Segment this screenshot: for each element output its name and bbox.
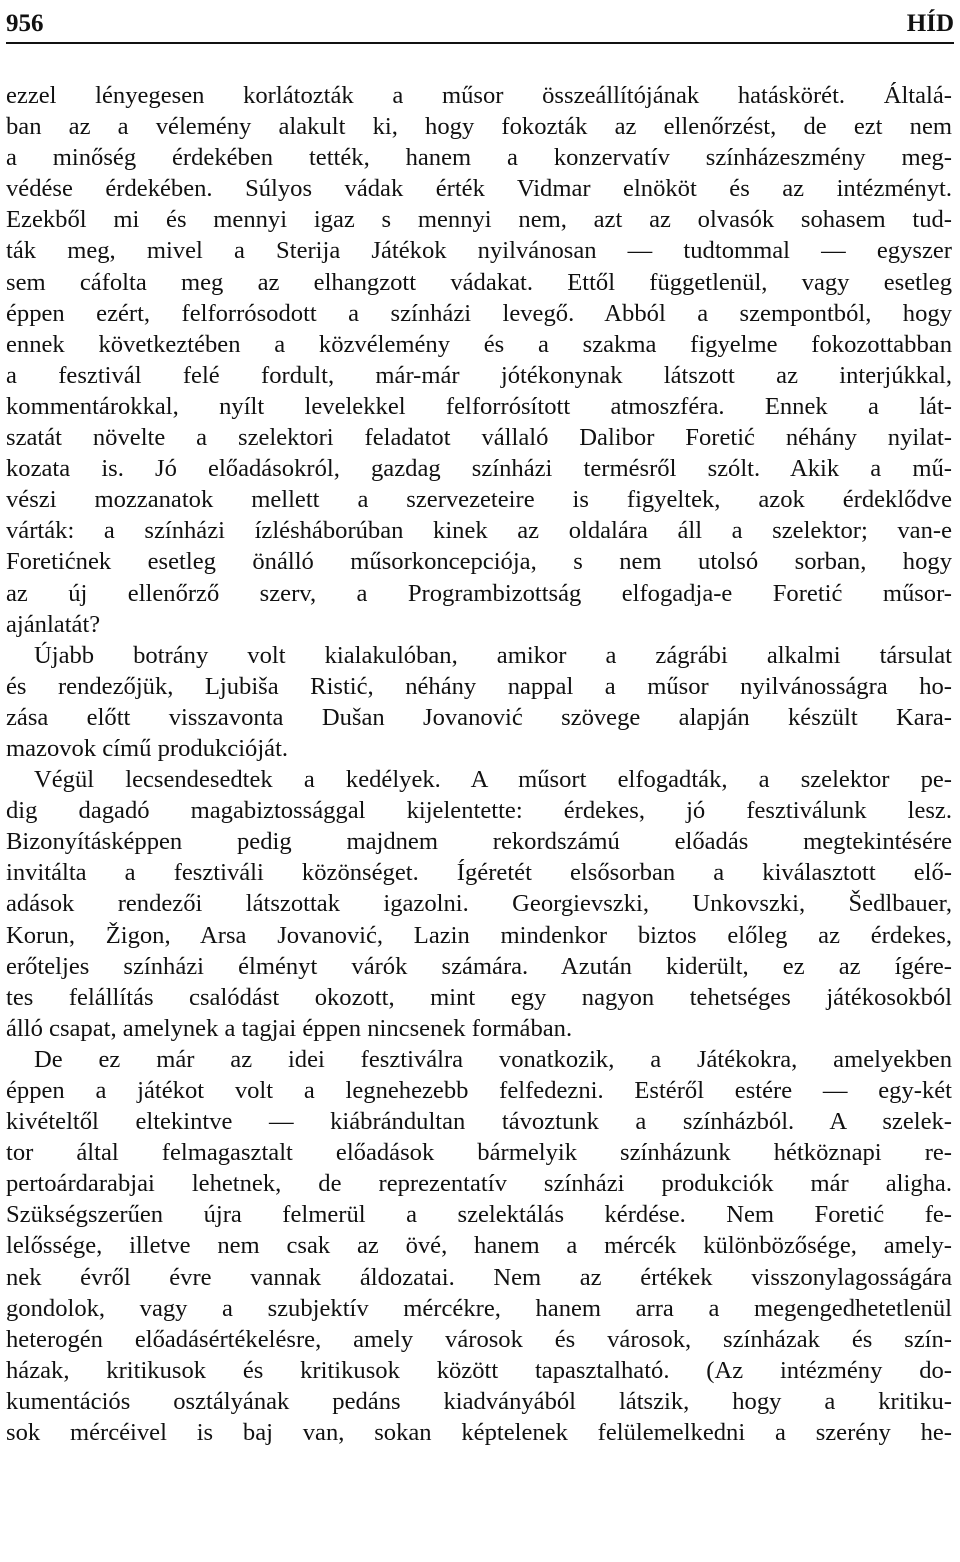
text-line: ezzel lényegesen korlátozták a műsor összeállítójának hatáskörét. Általá-: [6, 82, 952, 109]
paragraph: [6, 640, 952, 764]
text-line: mazovok című produkcióját.: [6, 734, 289, 762]
text-line: ták meg, mivel a Sterija Játékok nyilvánosan — tudtommal — egyszer: [6, 237, 952, 265]
paragraph: [6, 764, 952, 1044]
text-line: védése érdekében. Súlyos vádak érték Vidmar elnököt és az intézményt.: [6, 175, 952, 203]
text-line: invitálta a fesztiváli közönséget. Ígéretét elsősorban a kiválasztott elő-: [6, 859, 952, 887]
text-line: tes felállítás csalódást okozott, mint egy nagyon tehetséges játékosokból: [6, 983, 952, 1011]
text-line: vészi mozzanatok mellett a szervezeteire is figyeltek, azok érdeklődve: [6, 486, 952, 514]
text-line: tor által felmagasztalt előadások bármelyik színházunk hétköznapi re-: [6, 1139, 952, 1167]
text-line: Újabb botrány volt kialakulóban, amikor a zágrábi alkalmi társulat: [34, 641, 952, 669]
text-line: kumentációs osztályának pedáns kiadványából látszik, hogy a kritiku-: [6, 1387, 952, 1415]
text-line: sok mércéivel is baj van, sokan képtelenek felülemelkedni a szerény he-: [6, 1419, 952, 1447]
text-line: ban az a vélemény alakult ki, hogy fokozták az ellenőrzést, de ezt nem: [6, 113, 952, 141]
text-line: kozata is. Jó előadásokról, gazdag színházi termésről szólt. Akik a mű-: [6, 455, 952, 483]
text-line: zása előtt visszavonta Dušan Jovanović szövege alapján készült Kara-: [6, 703, 952, 731]
text-line: a minőség érdekében tették, hanem a konzervatív színházeszmény meg-: [6, 144, 952, 172]
text-line: álló csapat, amelynek a tagjai éppen nincsenek formában.: [6, 1014, 573, 1042]
text-line: az új ellenőrző szerv, a Programbizottság elfogadja-e Foretić műsor-: [6, 579, 952, 607]
text-line: szatát növelte a szelektori feladatot vállaló Dalibor Foretić néhány nyilat-: [6, 424, 952, 452]
body-text: [6, 80, 952, 1448]
text-line: éppen ezért, felforrósodott a színházi levegő. Abból a szempontból, hogy: [6, 299, 952, 327]
text-line: Ezekből mi és mennyi igaz s mennyi nem, azt az olvasók sohasem tud-: [6, 206, 952, 234]
text-line: és rendezőjük, Ljubiša Ristić, néhány nappal a műsor nyilvánosságra ho-: [6, 672, 952, 700]
text-line: dig dagadó magabiztossággal kijelentette: érdekes, jó fesztiválunk lesz.: [6, 797, 952, 825]
text-line: a fesztivál felé fordult, már-már jótékonynak látszott az interjúkkal,: [6, 361, 952, 389]
text-line: ajánlatát?: [6, 610, 101, 638]
text-line: Bizonyításképpen pedig majdnem rekordszámú előadás megtekintésére: [6, 828, 952, 856]
text-line: pertoárdarabjai lehetnek, de reprezentatív színházi produkciók már aligha.: [6, 1170, 952, 1198]
text-line: nek évről évre vannak áldozatai. Nem az értékek visszonylagosságára: [6, 1263, 952, 1291]
text-line: Szükségszerűen újra felmerül a szelektálás kérdése. Nem Foretić fe-: [6, 1201, 952, 1229]
text-line: házak, kritikusok és kritikusok között tapasztalható. (Az intézmény do-: [6, 1356, 952, 1384]
text-line: Korun, Žigon, Arsa Jovanović, Lazin mindenkor biztos előleg az érdekes,: [6, 921, 952, 949]
header-rule: [6, 42, 954, 44]
text-line: kommentárokkal, nyílt levelekkel felforrósított atmoszféra. Ennek a lát-: [6, 392, 952, 420]
paragraph: [6, 1044, 952, 1448]
page-number: 956: [6, 10, 44, 37]
text-line: gondolok, vagy a szubjektív mércékre, hanem arra a megengedhetetlenül: [6, 1294, 952, 1322]
text-line: Végül lecsendesedtek a kedélyek. A műsort elfogadták, a szelektor pe-: [34, 766, 952, 794]
text-line: kivételtől eltekintve — kiábrándultan távoztunk a színházból. A szelek-: [6, 1108, 952, 1136]
text-line: éppen a játékot volt a legnehezebb felfedezni. Estéről estére — egy-két: [6, 1077, 952, 1104]
text-line: sem cáfolta meg az elhangzott vádakat. Ettől függetlenül, vagy esetleg: [6, 268, 952, 296]
text-line: De ez már az idei fesztiválra vonatkozik, a Játékokra, amelyekben: [34, 1045, 952, 1073]
running-head: HÍD: [906, 10, 954, 37]
text-line: várták: a színházi ízlésháborúban kinek az oldalára áll a szelektor; van-e: [6, 517, 952, 545]
text-line: erőteljes színházi élményt várók számára. Azután kiderült, ez az ígére-: [6, 952, 952, 980]
paragraph: [6, 80, 952, 640]
text-line: ennek következtében a közvélemény és a szakma figyelme fokozottabban: [6, 330, 952, 358]
text-line: heterogén előadásértékelésre, amely városok és városok, színházak és szín-: [6, 1325, 952, 1353]
text-line: lelőssége, illetve nem csak az övé, hanem a mércék különbözősége, amely-: [6, 1232, 952, 1260]
page-header: [6, 10, 954, 38]
text-line: Foretićnek esetleg önálló műsorkoncepciója, s nem utolsó sorban, hogy: [6, 548, 952, 576]
text-line: adások rendezői látszottak igazolni. Georgievszki, Unkovszki, Šedlbauer,: [6, 890, 952, 918]
